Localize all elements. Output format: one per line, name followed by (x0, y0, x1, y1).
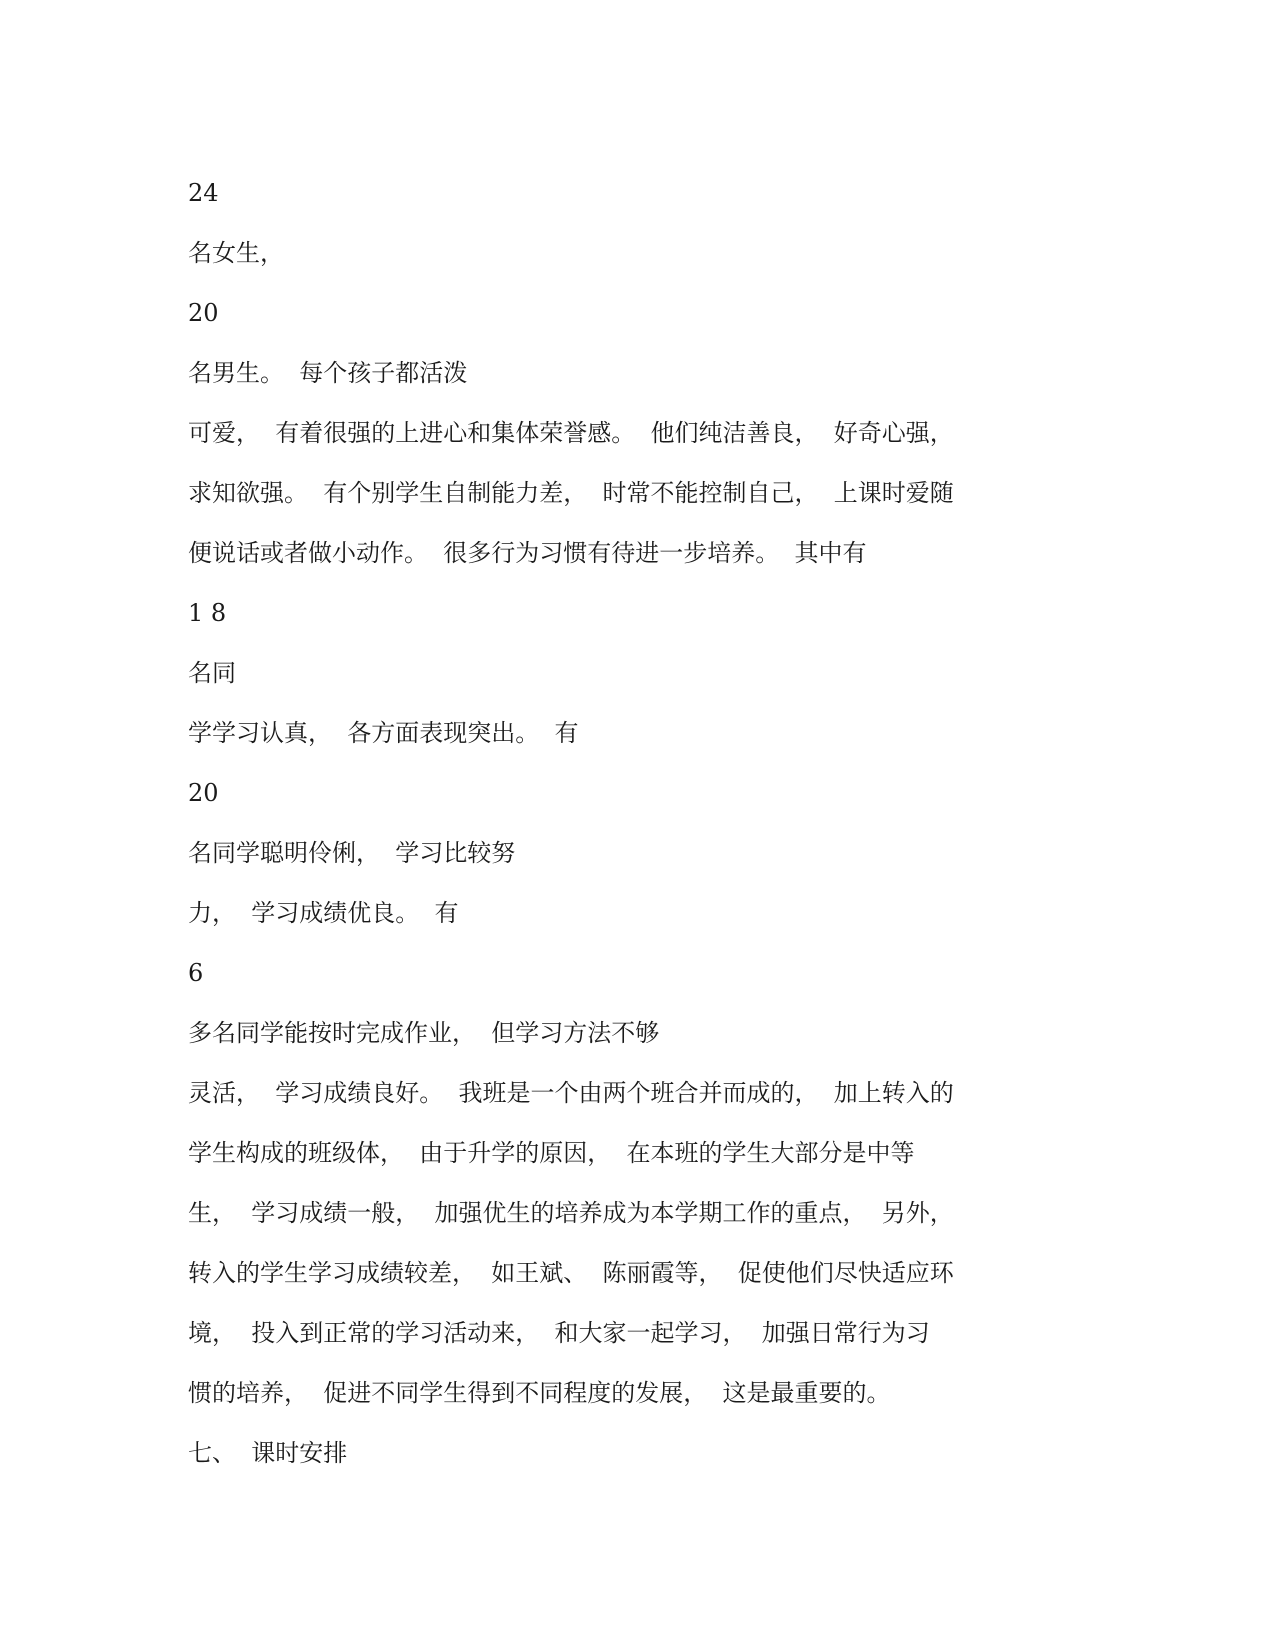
text-line: 转入的学生学习成绩较差， 如王斌、 陈丽霞等， 促使他们尽快适应环 (188, 1259, 954, 1287)
text-line: 求知欲强。 有个别学生自制能力差， 时常不能控制自己， 上课时爱随 (188, 479, 954, 507)
text-line: 境， 投入到正常的学习活动来， 和大家一起学习， 加强日常行为习 (188, 1319, 930, 1347)
text-line: 名同 (188, 659, 236, 687)
text-line: 力， 学习成绩优良。 有 (188, 899, 459, 927)
text-line: 灵活， 学习成绩良好。 我班是一个由两个班合并而成的， 加上转入的 (188, 1079, 954, 1107)
text-line: 惯的培养， 促进不同学生得到不同程度的发展， 这是最重要的。 (188, 1379, 891, 1407)
text-line: 24 (188, 179, 219, 207)
text-line: 可爱， 有着很强的上进心和集体荣誉感。 他们纯洁善良， 好奇心强， (188, 419, 954, 447)
text-line: 6 (188, 959, 204, 987)
section-heading: 七、 课时安排 (188, 1439, 348, 1467)
text-line: 便说话或者做小动作。 很多行为习惯有待进一步培养。 其中有 (188, 539, 867, 567)
text-line: 多名同学能按时完成作业， 但学习方法不够 (188, 1019, 660, 1047)
document-body (188, 171, 1088, 1491)
text-line: 名男生。 每个孩子都活泼 (188, 359, 468, 387)
text-line: 学生构成的班级体， 由于升学的原因， 在本班的学生大部分是中等 (188, 1139, 915, 1167)
text-line: 生， 学习成绩一般， 加强优生的培养成为本学期工作的重点， 另外， (188, 1199, 954, 1227)
text-line: 1 8 (188, 599, 227, 627)
text-line: 20 (188, 779, 219, 807)
text-line: 名女生， (188, 239, 284, 267)
text-line: 学学习认真， 各方面表现突出。 有 (188, 719, 579, 747)
text-line: 20 (188, 299, 219, 327)
text-line: 名同学聪明伶俐， 学习比较努 (188, 839, 516, 867)
